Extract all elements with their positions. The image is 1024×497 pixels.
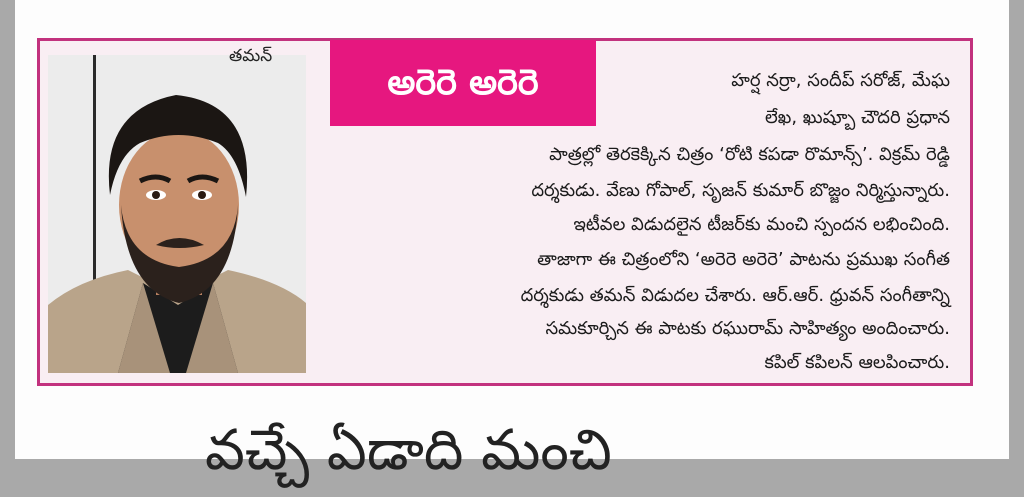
body-line: సమకూర్చిన ఈ పాటకు రఘురామ్ సాహిత్యం అందించారు. <box>545 318 950 339</box>
body-line: ఇటీవల విడుదలైన టీజర్‌కు మంచి స్పందన లభించింది. <box>573 214 950 235</box>
body-line: దర్శకుడు తమన్ విడుదల చేశారు. ఆర్.ఆర్. ధ్రువన్ సంగీతాన్ని <box>520 285 950 306</box>
article-headline: అరెరె అరెరె <box>387 63 539 103</box>
portrait-photo <box>48 55 306 373</box>
next-article-headline: వచ్చే ఏడాది మంచి <box>205 418 612 483</box>
body-line: లేఖ, ఖుష్బూ చౌదరి ప్రధాన <box>764 107 950 128</box>
body-line: తాజాగా ఈ చిత్రంలోని ‘అరెరె అరెరె’ పాటను ప్రముఖ సంగీత <box>537 249 950 270</box>
body-line: దర్శకుడు. వేణు గోపాల్, సృజన్ కుమార్ బొజ్జం నిర్మిస్తున్నారు. <box>531 180 950 201</box>
photo-caption: తమన్ <box>229 46 273 66</box>
body-line: కపిల్ కపిలన్ ఆలపించారు. <box>764 352 950 373</box>
body-line: పాత్రల్లో తెరకెక్కిన చిత్రం ‘రోటి కపడా రొమాన్స్’. విక్రమ్ రెడ్డి <box>549 144 950 165</box>
body-line: హర్ష నర్రా, సందీప్ సరోజ్, మేఘ <box>731 70 950 91</box>
portrait-illustration <box>48 55 306 373</box>
